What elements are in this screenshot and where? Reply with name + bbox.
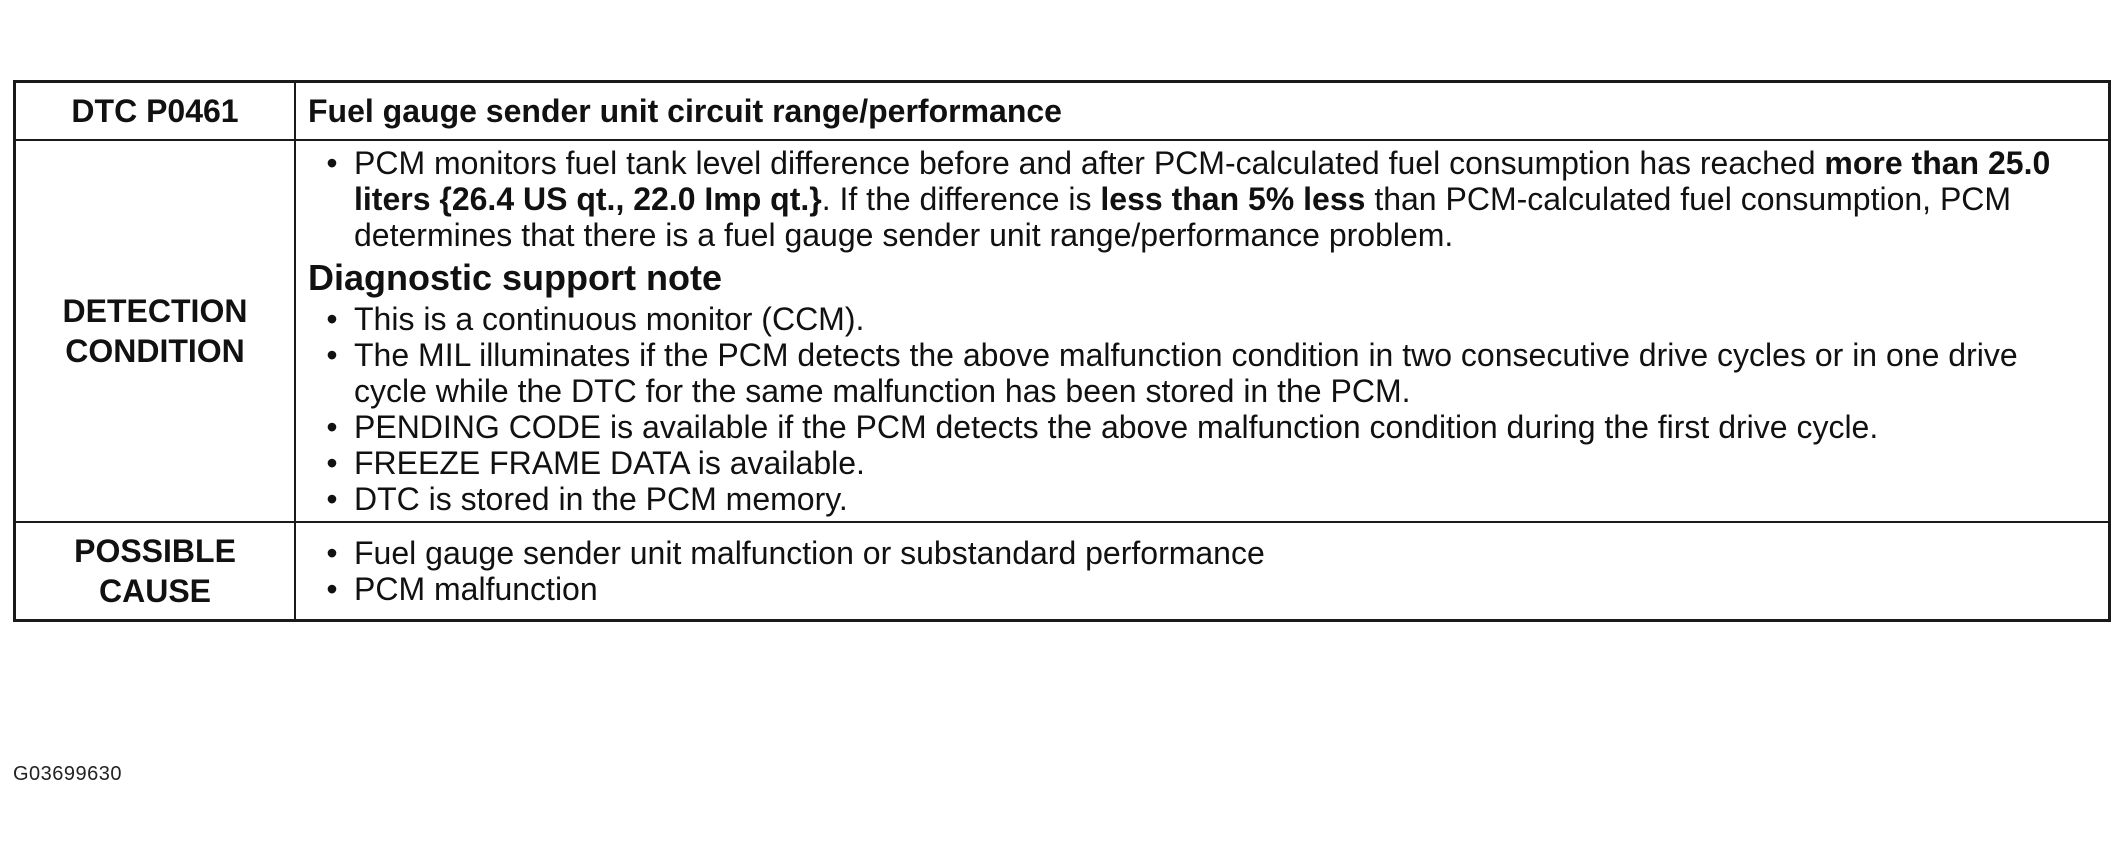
dtc-title: Fuel gauge sender unit circuit range/performance — [308, 93, 1062, 129]
bullet-icon: • — [326, 571, 338, 607]
support-item — [308, 481, 2096, 517]
bullet-icon: • — [326, 481, 338, 517]
support-item-text: The MIL illuminates if the PCM detects the above malfunction condition in two consecutive drive cycles or in one drive cycle while the DTC for the same malfunction has been stored in the PCM. — [354, 337, 2018, 409]
cause-item — [308, 571, 2096, 607]
bullet-icon: • — [326, 445, 338, 481]
bullet-icon: • — [326, 409, 338, 445]
possible-cause-row — [15, 522, 2110, 621]
detection-intro-list — [308, 145, 2096, 253]
support-item-text: FREEZE FRAME DATA is available. — [354, 445, 865, 481]
figure-code: G03699630 — [13, 763, 123, 785]
support-item-text: PENDING CODE is available if the PCM detects the above malfunction condition during the first drive cycle. — [354, 409, 1879, 445]
detection-label-line1: DETECTION — [62, 293, 248, 329]
detection-label-cell — [15, 140, 296, 522]
intro-text-1: PCM monitors fuel tank level difference before and after PCM-calculated fuel consumption has reached — [354, 145, 1825, 181]
diagnostic-support-title: Diagnostic support note — [308, 257, 722, 298]
cause-content-cell — [295, 522, 2110, 621]
cause-label-cell — [15, 522, 296, 621]
bullet-icon: • — [326, 535, 338, 571]
cause-item-text: PCM malfunction — [354, 571, 598, 607]
detection-content-cell — [295, 140, 2110, 522]
support-item-text: This is a continuous monitor (CCM). — [354, 301, 865, 337]
intro-threshold-volume: more than 25.0 liters {26.4 US qt., 22.0 Imp qt.} — [354, 145, 2051, 217]
cause-list — [308, 535, 2096, 607]
cause-item — [308, 535, 2096, 571]
dtc-table — [13, 80, 2111, 622]
support-item-text: DTC is stored in the PCM memory. — [354, 481, 848, 517]
bullet-icon: • — [326, 301, 338, 337]
diagnostic-support-list — [308, 301, 2096, 517]
cause-item-text: Fuel gauge sender unit malfunction or substandard performance — [354, 535, 1265, 571]
intro-text-2: . If the difference is — [821, 181, 1101, 217]
dtc-title-cell — [295, 82, 2110, 141]
dtc-header-row — [15, 82, 2110, 141]
support-item — [308, 337, 2096, 409]
support-item — [308, 301, 2096, 337]
bullet-icon: • — [326, 145, 338, 181]
detection-condition-row — [15, 140, 2110, 522]
cause-label-line1: POSSIBLE — [74, 533, 236, 569]
dtc-code-cell — [15, 82, 296, 141]
cause-label-line2: CAUSE — [98, 573, 211, 609]
bullet-icon: • — [326, 337, 338, 373]
dtc-code: DTC P0461 — [71, 93, 239, 129]
intro-text-3: than PCM-calculated fuel consumption, PCM determines that there is a fuel gauge sender unit range/performance problem. — [354, 181, 2012, 253]
support-item — [308, 445, 2096, 481]
detection-intro-item — [308, 145, 2096, 253]
support-item — [308, 409, 2096, 445]
intro-threshold-percent: less than 5% less — [1100, 181, 1366, 217]
detection-label-line2: CONDITION — [65, 333, 245, 369]
